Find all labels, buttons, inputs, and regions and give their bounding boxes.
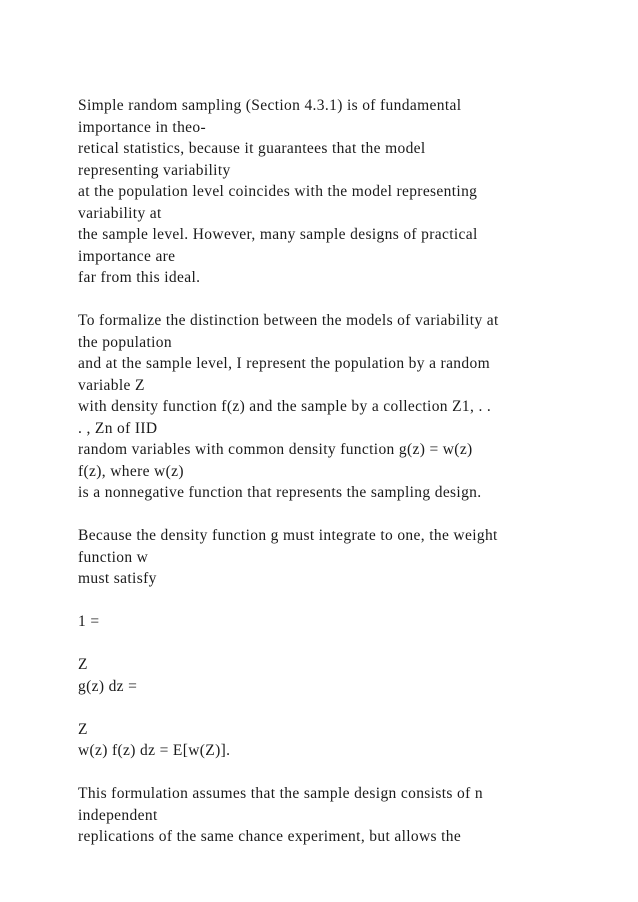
blank-line (78, 289, 578, 311)
document-body (78, 95, 578, 848)
text-line: must satisfy (78, 570, 157, 587)
text-line: representing variability (78, 161, 231, 179)
blank-line (78, 633, 578, 655)
text-line: at the population level coincides with the model representing (78, 183, 478, 200)
text-line: variable Z (78, 376, 145, 394)
equation-line: w(z) f(z) dz = E[w(Z)]. (78, 742, 231, 759)
text-line: is a nonnegative function that represents the sampling design. (78, 484, 482, 501)
text-line: This formulation assumes that the sample design consists of n (78, 785, 483, 802)
blank-line (78, 590, 578, 612)
text-line: importance in theo- (78, 118, 207, 136)
text-line: replications of the same chance experiment, but allows the (78, 828, 462, 845)
text-line: f(z), where w(z) (78, 462, 184, 480)
text-line: with density function f(z) and the sample by a collection Z1, . . (78, 398, 492, 415)
integral-symbol-line: Z (78, 656, 88, 673)
equation-line: 1 = (78, 613, 100, 630)
integral-symbol-line: Z (78, 720, 88, 738)
text-line: function w (78, 548, 149, 566)
text-line: independent (78, 806, 158, 824)
text-line: random variables with common density function g(z) = w(z) (78, 441, 473, 458)
text-line: . , Zn of IID (78, 419, 158, 437)
equation-line: g(z) dz = (78, 677, 138, 695)
text-line: the sample level. However, many sample designs of practical (78, 226, 478, 243)
text-line: Because the density function g must integrate to one, the weight (78, 527, 498, 544)
text-line: importance are (78, 247, 176, 265)
text-line: Simple random sampling (Section 4.3.1) is of fundamental (78, 97, 462, 114)
blank-line (78, 697, 578, 719)
text-line: retical statistics, because it guarantees that the model (78, 140, 426, 157)
text-line: To formalize the distinction between the models of variability at (78, 312, 499, 329)
text-line: the population (78, 333, 173, 351)
blank-line (78, 504, 578, 526)
text-line: far from this ideal. (78, 269, 201, 286)
blank-line (78, 762, 578, 784)
text-line: and at the sample level, I represent the population by a random (78, 355, 491, 372)
text-line: variability at (78, 204, 162, 222)
